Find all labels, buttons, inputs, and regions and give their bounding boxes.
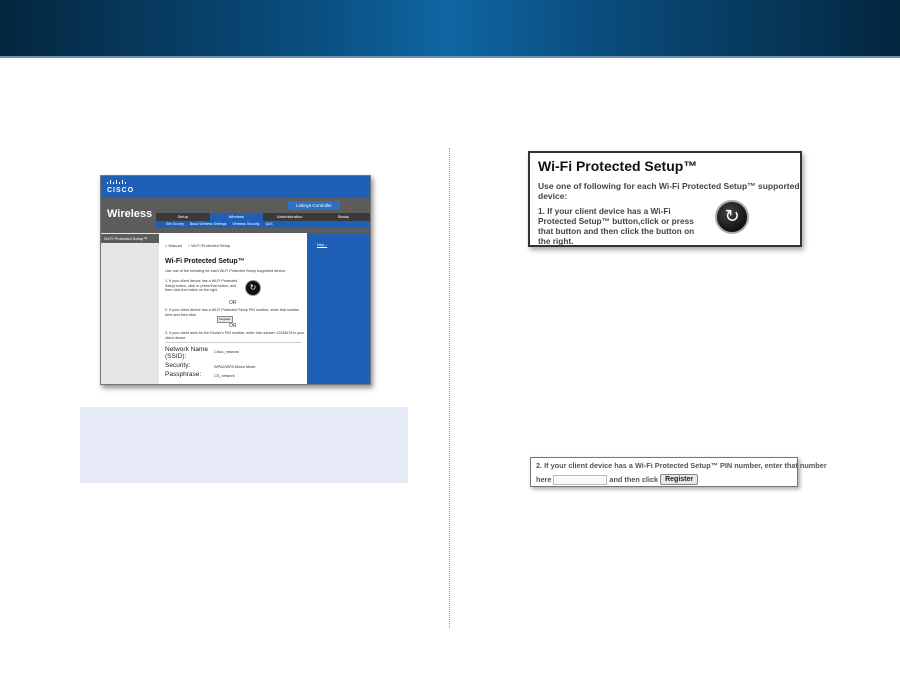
pin-input[interactable]	[553, 475, 607, 485]
radio-manual[interactable]: ○ Manual	[165, 243, 182, 248]
config-view-radios	[165, 243, 230, 248]
field-security-value: WPA2/WPA Mixed Mode	[214, 365, 256, 369]
router-left-column	[101, 233, 159, 384]
router-step1: 1. If your client device has a Wi-Fi Protected Setup button, click or press that button, and then click the button on the right.	[165, 279, 238, 293]
wps-panel-step1: 1. If your client device has a Wi-Fi Protected Setup™ button,click or press that button and then click the button on the right.	[538, 206, 695, 246]
subtab-basic-wireless[interactable]: Basic Wireless Settings	[189, 222, 227, 226]
column-divider	[449, 148, 450, 628]
field-passphrase-value: CS_network	[214, 374, 235, 378]
register-button[interactable]: Register	[660, 474, 698, 485]
router-header	[101, 176, 370, 198]
subtab-wireless-security[interactable]: Wireless Security	[232, 222, 260, 226]
wps-panel-title: Wi-Fi Protected Setup™	[538, 158, 698, 174]
tab-wireless[interactable]: Wireless	[210, 213, 264, 221]
router-model-label: Linksys Controller	[288, 201, 340, 210]
wps-button-icon[interactable]: ↻	[245, 280, 261, 296]
tab-status[interactable]: Status	[337, 214, 349, 219]
cisco-logo-icon	[107, 180, 126, 184]
router-section-title: Wireless	[107, 208, 153, 220]
wps-panel	[528, 151, 802, 247]
radio-wps[interactable]: ○ Wi-Fi Protected Setup	[188, 243, 231, 248]
router-left-item: Wi-Fi Protected Setup™	[101, 234, 159, 243]
pin-here-label: here	[536, 475, 552, 484]
note-box	[80, 407, 408, 483]
router-or-1: OR	[229, 300, 237, 306]
router-step2: 2. If your client device has a Wi-Fi Protected Setup PIN number, enter that number here and then click	[165, 308, 300, 317]
pin-then-click-label: and then click	[609, 475, 659, 484]
cisco-logo-text: CISCO	[107, 187, 135, 194]
router-tabs	[156, 213, 370, 221]
field-ssid-value: Cisco_network	[214, 350, 239, 354]
page-header-bar	[0, 0, 900, 58]
help-link[interactable]: Help...	[317, 243, 328, 247]
field-ssid-label: Network Name (SSID):	[165, 346, 208, 360]
pin-panel-text: 2. If your client device has a Wi-Fi Protected Setup™ PIN number, enter that number	[536, 461, 827, 470]
subtab-site-survey[interactable]: Site Survey	[166, 222, 184, 226]
router-subtabs	[156, 221, 370, 228]
wps-icon[interactable]: ↻	[715, 200, 749, 234]
router-separator	[165, 342, 301, 343]
router-register-button[interactable]: Register	[217, 316, 233, 323]
router-or-2: OR	[229, 323, 237, 329]
router-step3: 3. If your client asks for the Router's PIN number, enter this number 12345678 in your client device.	[165, 331, 305, 340]
field-passphrase-label: Passphrase:	[165, 371, 202, 378]
wps-panel-intro: Use one of following for each Wi-Fi Protected Setup™ supported device:	[538, 181, 800, 201]
field-security-label: Security:	[165, 362, 191, 369]
tab-setup[interactable]: Setup	[177, 214, 188, 219]
subtab-qos[interactable]: QoS	[265, 222, 273, 226]
router-wps-intro: Use one of the following for each Wi-Fi Protected Setup supported device:	[165, 269, 286, 273]
router-help-column	[307, 233, 370, 384]
router-wps-title: Wi-Fi Protected Setup™	[165, 258, 245, 265]
tab-administration[interactable]: Administration	[277, 214, 303, 219]
router-screenshot	[100, 175, 371, 385]
pin-panel	[530, 457, 827, 487]
pin-panel-row	[536, 474, 698, 485]
